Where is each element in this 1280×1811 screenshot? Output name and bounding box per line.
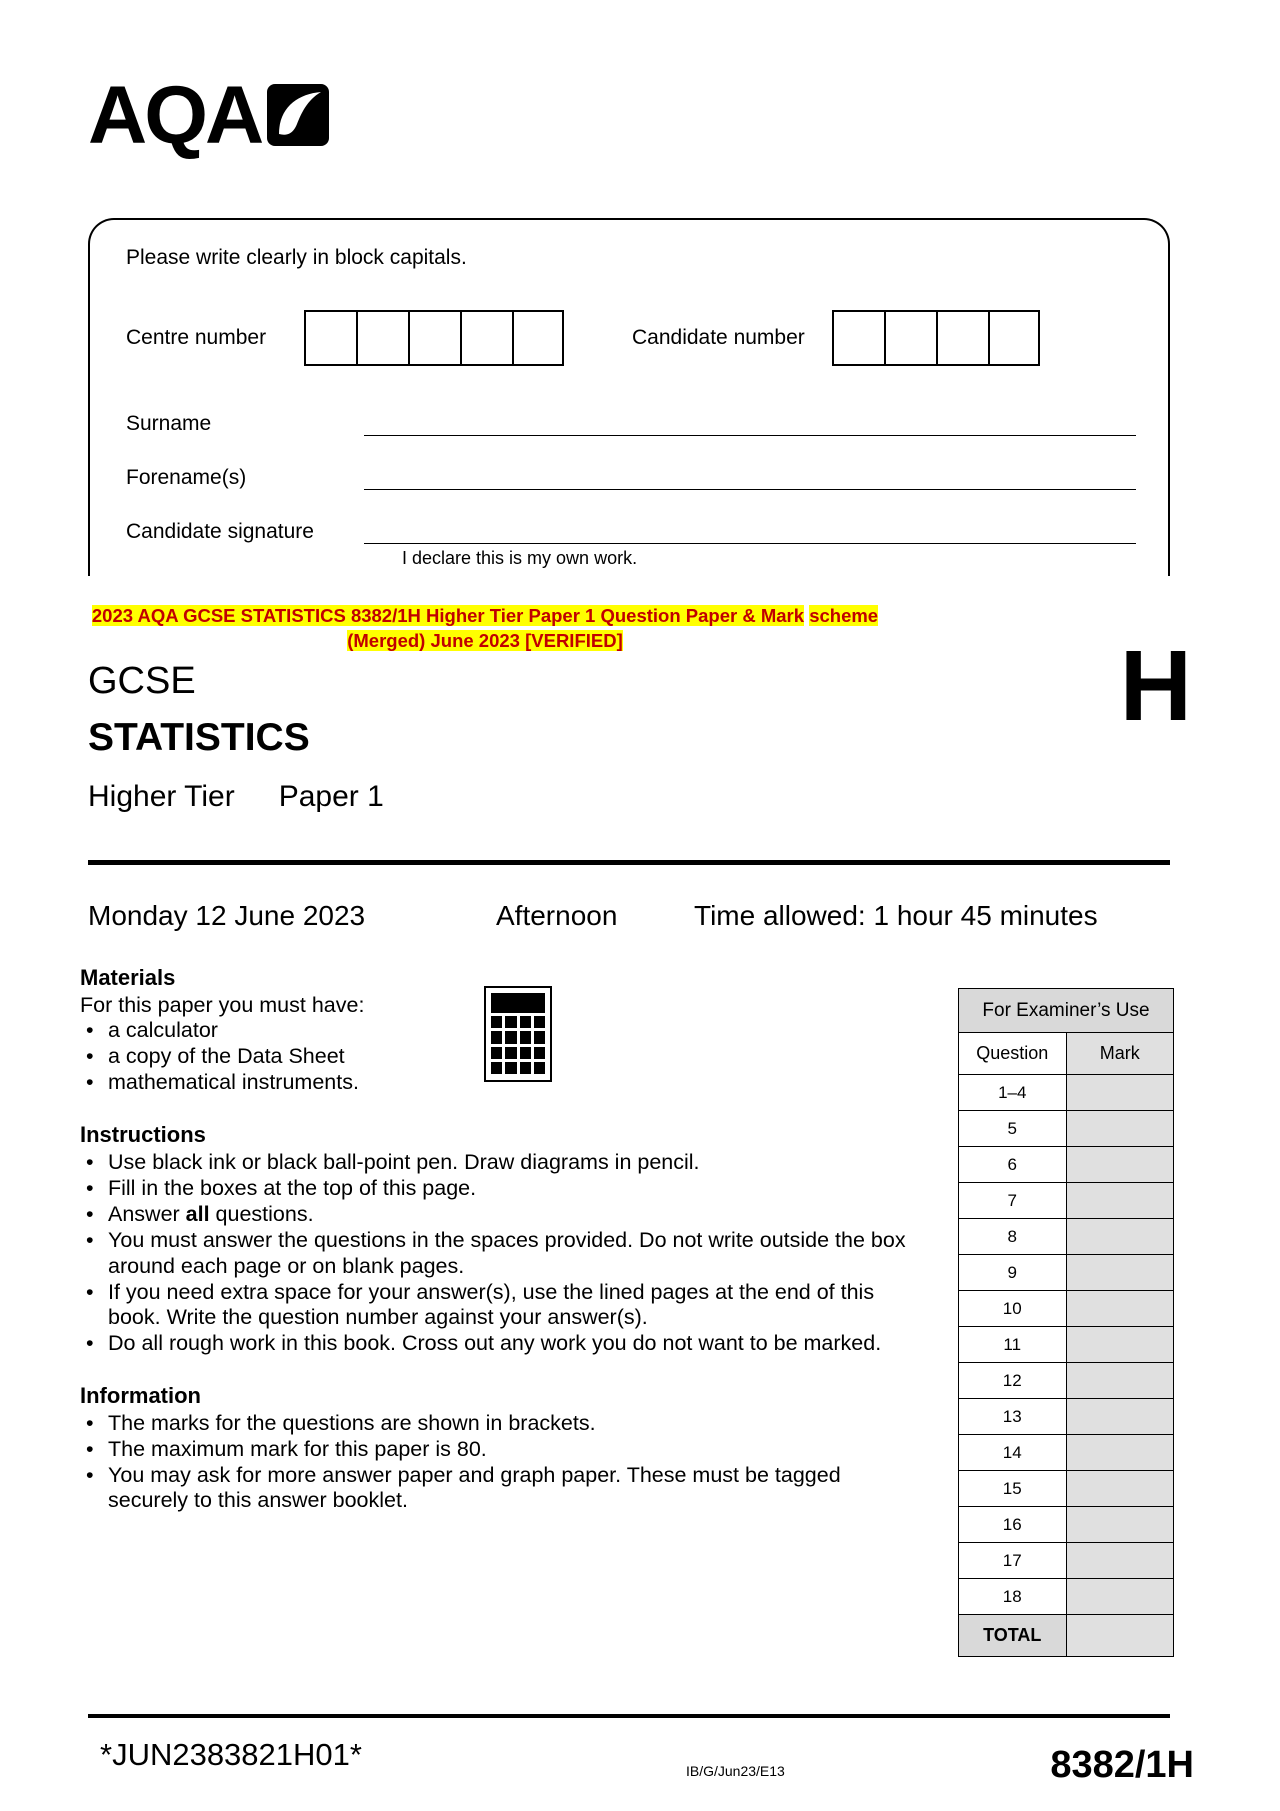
bullet-icon: • [86,1228,94,1253]
table-row [959,1579,1174,1615]
centre-number-cell[interactable] [512,310,564,366]
total-label-cell: TOTAL [959,1615,1067,1657]
bullet-icon: • [86,1331,94,1356]
aqa-logo [88,70,329,161]
instruction-item-text: You must answer the questions in the spaces provided. Do not write outside the box around each page or on blank pages. [108,1228,906,1278]
candidate-number-cell[interactable] [832,310,884,366]
bullet-icon: • [86,1070,94,1095]
mark-entry-cell[interactable] [1066,1255,1174,1291]
information-item-text: The marks for the questions are shown in brackets. [108,1410,596,1435]
bullet-icon: • [86,1279,94,1304]
instruction-item-text: Do all rough work in this book. Cross out any work you do not want to be marked. [108,1331,882,1356]
question-number-cell: 6 [959,1147,1067,1183]
information-item-text: You may ask for more answer paper and graph paper. These must be tagged securely to this answer booklet. [108,1463,841,1513]
table-row [959,1075,1174,1111]
bullet-icon: • [86,1044,94,1069]
centre-number-cell[interactable] [460,310,512,366]
instruction-item-text: Fill in the boxes at the top of this page. [108,1176,477,1201]
mark-entry-cell[interactable] [1066,1075,1174,1111]
mark-entry-cell[interactable] [1066,1363,1174,1399]
tier-label: Higher Tier [88,780,235,813]
materials-heading: Materials [80,965,176,990]
centre-number-cell[interactable] [356,310,408,366]
qualification-title: GCSE [88,660,196,702]
candidate-number-cell[interactable] [936,310,988,366]
information-heading: Information [80,1383,201,1409]
candidate-number-cell[interactable] [884,310,936,366]
bullet-icon: • [86,1463,94,1488]
list-item [80,1228,910,1278]
question-number-cell: 12 [959,1363,1067,1399]
list-item [80,1176,910,1201]
paper-label: Paper 1 [278,780,384,813]
question-number-cell: 18 [959,1579,1067,1615]
candidate-number-cell[interactable] [988,310,1040,366]
divider-bottom [88,1714,1170,1718]
mark-entry-cell[interactable] [1066,1579,1174,1615]
centre-number-label: Centre number [126,326,267,349]
table-row [959,989,1174,1033]
examiner-use-table [958,988,1174,1657]
mark-entry-cell[interactable] [1066,1543,1174,1579]
question-number-cell: 5 [959,1111,1067,1147]
aqa-leaf-icon [267,84,329,151]
centre-number-cell[interactable] [304,310,356,366]
instruction-item-answer-all: Answer all questions. [108,1202,314,1227]
list-item [80,1280,910,1330]
table-row [959,1255,1174,1291]
candidate-details-box [88,218,1170,576]
information-list [80,1411,910,1514]
exam-meta-row [88,900,1170,932]
table-row [959,1183,1174,1219]
table-row [959,1111,1174,1147]
mark-entry-cell[interactable] [1066,1147,1174,1183]
question-number-cell: 7 [959,1183,1067,1219]
surname-input[interactable] [364,410,1136,436]
table-row [959,1363,1174,1399]
materials-item-text: a copy of the Data Sheet [108,1044,345,1069]
table-row [959,1435,1174,1471]
forename-row [126,464,1136,490]
instruction-item-text: If you need extra space for your answer(s), use the lined pages at the end of this book. Write the question number against your answer(s). [108,1279,875,1329]
surname-row [126,410,1136,436]
list-item [80,1331,910,1356]
bullet-icon: • [86,1410,94,1435]
bullet-icon: • [86,1176,94,1201]
calculator-icon [484,986,552,1082]
mark-entry-cell[interactable] [1066,1471,1174,1507]
table-row [959,1399,1174,1435]
table-row [959,1507,1174,1543]
bullet-icon: • [86,1202,94,1227]
calculator-keys [491,1016,545,1074]
materials-intro: For this paper you must have: [80,992,365,1017]
materials-item-text: mathematical instruments. [108,1070,359,1095]
bold-all: all [185,1202,210,1227]
candidate-signature-label: Candidate signature [126,520,314,543]
banner-line-2: scheme (Merged) June 2023 [VERIFIED] [347,605,879,651]
instruction-item-text: Use black ink or black ball-point pen. Draw diagrams in pencil. [108,1150,700,1175]
surname-label: Surname [126,412,212,435]
banner-line-1: 2023 AQA GCSE STATISTICS 8382/1H Higher Tier Paper 1 Question Paper & Mark [91,605,805,626]
centre-number-input[interactable] [304,310,564,366]
mark-entry-cell[interactable] [1066,1111,1174,1147]
merged-document-banner [90,604,880,654]
table-row [959,1219,1174,1255]
ib-code: IB/G/Jun23/E13 [686,1763,785,1779]
list-item [80,1463,910,1513]
mark-entry-cell[interactable] [1066,1399,1174,1435]
barcode-text: *JUN2383821H01* [100,1737,362,1772]
materials-item-text: a calculator [108,1017,218,1042]
mark-entry-cell[interactable] [1066,1507,1174,1543]
table-row [959,1615,1174,1657]
question-number-cell: 13 [959,1399,1067,1435]
divider-top [88,860,1170,865]
aqa-logo-text: AQA [88,70,262,161]
forename-input[interactable] [364,464,1136,490]
column-header-mark: Mark [1066,1033,1174,1075]
paper-code: 8382/1H [1050,1744,1194,1786]
declaration-text: I declare this is my own work. [402,548,638,568]
mark-entry-cell[interactable] [1066,1435,1174,1471]
bullet-icon: • [86,1437,94,1462]
table-row [959,1147,1174,1183]
signature-row [126,518,1136,544]
question-number-cell: 15 [959,1471,1067,1507]
list-item [80,1437,910,1462]
question-number-cell: 16 [959,1507,1067,1543]
mark-entry-cell[interactable] [1066,1291,1174,1327]
number-fields-row [126,310,1136,366]
centre-number-cell[interactable] [408,310,460,366]
exam-date: Monday 12 June 2023 [88,900,366,931]
tier-letter-badge: H [1119,630,1192,742]
table-row [959,1291,1174,1327]
list-item [80,1202,910,1227]
mark-entry-cell[interactable] [1066,1327,1174,1363]
bullet-icon: • [86,1017,94,1042]
forename-label: Forename(s) [126,466,247,489]
column-header-question: Question [959,1033,1067,1075]
question-number-cell: 14 [959,1435,1067,1471]
mark-entry-cell[interactable] [1066,1183,1174,1219]
candidate-signature-input[interactable] [364,518,1136,544]
examiner-table-title: For Examiner’s Use [959,989,1174,1033]
bullet-icon: • [86,1150,94,1175]
calculator-screen [491,993,545,1013]
candidate-number-label: Candidate number [632,326,805,349]
total-mark-cell[interactable] [1066,1615,1174,1657]
question-number-cell: 10 [959,1291,1067,1327]
information-item-text: The maximum mark for this paper is 80. [108,1437,487,1462]
mark-entry-cell[interactable] [1066,1219,1174,1255]
question-number-cell: 17 [959,1543,1067,1579]
exam-session: Afternoon [496,900,618,931]
question-number-cell: 9 [959,1255,1067,1291]
instructions-heading: Instructions [80,1122,206,1148]
subject-title: STATISTICS [88,716,310,759]
question-number-cell: 11 [959,1327,1067,1363]
list-item [80,1150,910,1175]
table-row [959,1327,1174,1363]
block-capitals-instruction: Please write clearly in block capitals. [126,246,467,269]
candidate-number-input[interactable] [832,310,1040,366]
time-allowed: Time allowed: 1 hour 45 minutes [694,900,1098,931]
question-number-cell: 8 [959,1219,1067,1255]
instructions-list [80,1150,910,1356]
tier-and-paper [88,780,384,814]
table-row [959,1033,1174,1075]
list-item [80,1411,910,1436]
table-row [959,1471,1174,1507]
question-number-cell: 1–4 [959,1075,1067,1111]
table-row [959,1543,1174,1579]
